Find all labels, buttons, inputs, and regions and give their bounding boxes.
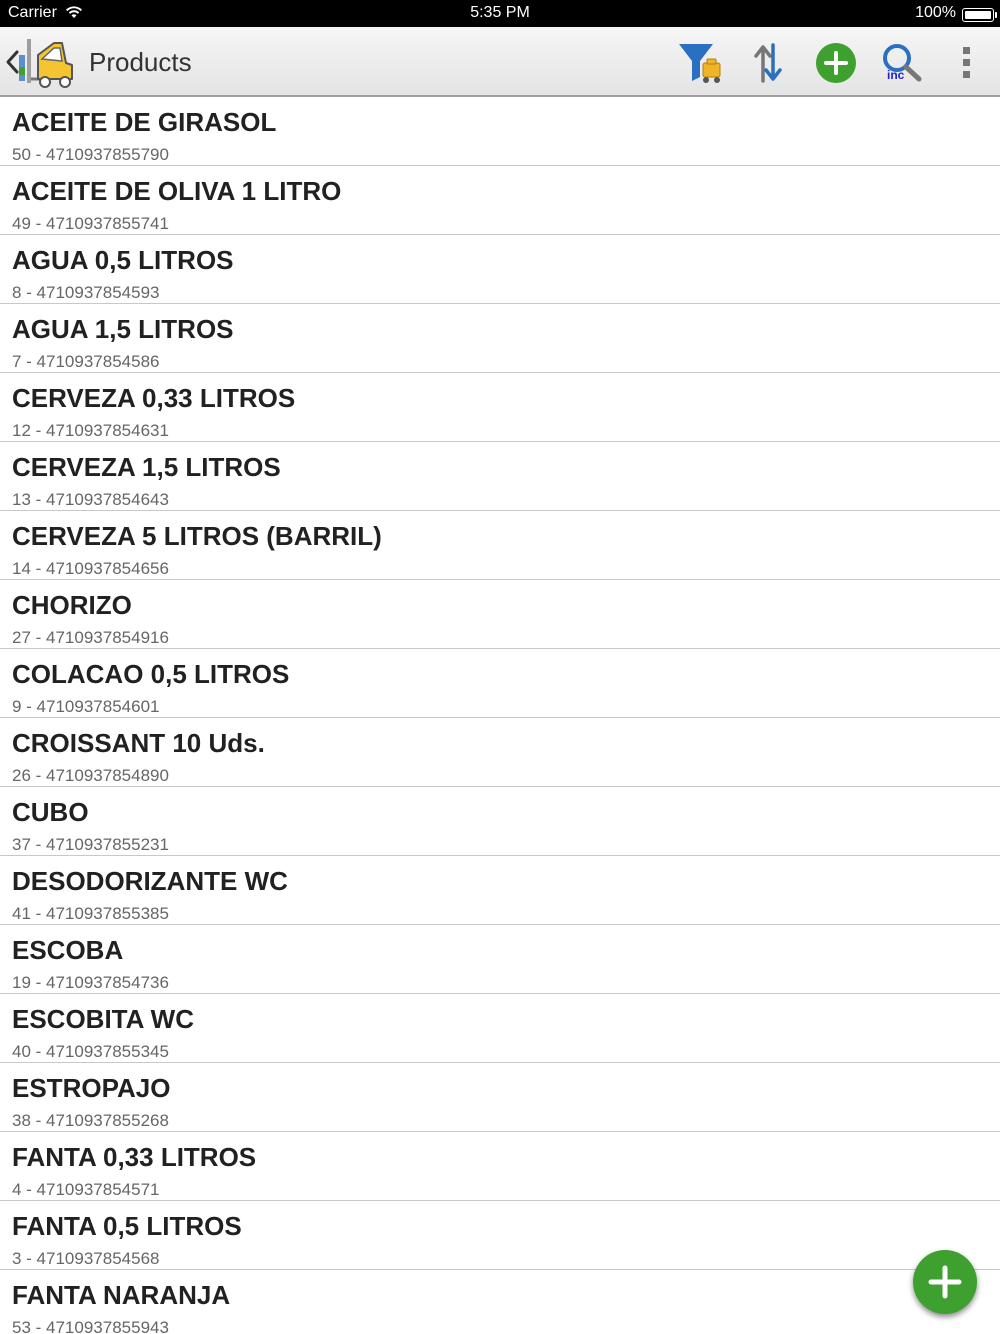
search-inc-label: inc: [887, 68, 905, 82]
product-code: 9 - 4710937854601: [12, 697, 160, 716]
product-name: CERVEZA 5 LITROS (BARRIL): [12, 521, 382, 551]
product-code: 12 - 4710937854631: [12, 421, 169, 440]
product-name: ACEITE DE GIRASOL: [12, 107, 277, 137]
product-name: CUBO: [12, 797, 89, 827]
product-code: 41 - 4710937855385: [12, 904, 169, 923]
product-name: FANTA 0,5 LITROS: [12, 1211, 242, 1241]
product-name: ESCOBA: [12, 935, 124, 965]
list-item[interactable]: [0, 166, 1000, 235]
search-inc-icon: [879, 41, 925, 85]
product-code: 13 - 4710937854643: [12, 490, 169, 509]
product-code: 7 - 4710937854586: [12, 352, 160, 371]
list-item[interactable]: [0, 373, 1000, 442]
product-code: 14 - 4710937854656: [12, 559, 169, 578]
status-bar: [0, 0, 1000, 27]
filter-button[interactable]: [676, 39, 724, 87]
forklift-logo-icon[interactable]: [16, 35, 76, 91]
product-name: COLACAO 0,5 LITROS: [12, 659, 290, 689]
add-circle-icon: [814, 41, 858, 85]
sort-button[interactable]: [744, 39, 792, 87]
list-item[interactable]: [0, 856, 1000, 925]
carrier-label: Carrier: [8, 4, 57, 21]
product-name: ESCOBITA WC: [12, 1004, 194, 1034]
product-code: 53 - 4710937855943: [12, 1318, 169, 1334]
list-item[interactable]: [0, 1132, 1000, 1201]
list-item[interactable]: [0, 994, 1000, 1063]
list-item[interactable]: [0, 1270, 1000, 1334]
list-item[interactable]: [0, 1063, 1000, 1132]
overflow-menu-button[interactable]: [943, 39, 991, 87]
product-name: CERVEZA 0,33 LITROS: [12, 383, 296, 413]
product-name: AGUA 1,5 LITROS: [12, 314, 234, 344]
product-code: 37 - 4710937855231: [12, 835, 169, 854]
search-button[interactable]: [878, 39, 926, 87]
product-code: 49 - 4710937855741: [12, 214, 169, 233]
list-item[interactable]: [0, 97, 1000, 166]
list-item[interactable]: [0, 442, 1000, 511]
list-item[interactable]: [0, 787, 1000, 856]
product-name: CHORIZO: [12, 590, 132, 620]
product-name: DESODORIZANTE WC: [12, 866, 288, 896]
battery-percentage: 100%: [915, 4, 956, 21]
list-item[interactable]: [0, 235, 1000, 304]
product-name: ESTROPAJO: [12, 1073, 171, 1103]
status-time: 5:35 PM: [470, 4, 530, 21]
product-name: FANTA NARANJA: [12, 1280, 231, 1310]
list-item[interactable]: [0, 718, 1000, 787]
wifi-icon: [65, 5, 83, 19]
product-code: 8 - 4710937854593: [12, 283, 160, 302]
product-code: 27 - 4710937854916: [12, 628, 169, 647]
floating-add-button[interactable]: [913, 1250, 977, 1314]
product-name: ACEITE DE OLIVA 1 LITRO: [12, 176, 342, 206]
product-code: 38 - 4710937855268: [12, 1111, 169, 1130]
toolbar: [0, 27, 1000, 97]
product-name: FANTA 0,33 LITROS: [12, 1142, 257, 1172]
page-title: Products: [89, 47, 192, 77]
list-item[interactable]: [0, 925, 1000, 994]
product-code: 3 - 4710937854568: [12, 1249, 160, 1268]
list-item[interactable]: [0, 1201, 1000, 1270]
list-item[interactable]: [0, 649, 1000, 718]
filter-icon: [677, 41, 723, 85]
product-code: 19 - 4710937854736: [12, 973, 169, 992]
product-code: 26 - 4710937854890: [12, 766, 169, 785]
product-code: 50 - 4710937855790: [12, 145, 169, 164]
product-name: AGUA 0,5 LITROS: [12, 245, 234, 275]
plus-icon: [928, 1265, 962, 1299]
more-vertical-icon: [961, 45, 973, 81]
add-button[interactable]: [812, 39, 860, 87]
list-item[interactable]: [0, 511, 1000, 580]
product-name: CROISSANT 10 Uds.: [12, 728, 265, 758]
product-list[interactable]: [0, 97, 1000, 1334]
product-name: CERVEZA 1,5 LITROS: [12, 452, 281, 482]
list-item[interactable]: [0, 304, 1000, 373]
battery-icon: [962, 8, 994, 22]
sort-arrows-icon: [753, 41, 783, 85]
list-item[interactable]: [0, 580, 1000, 649]
product-code: 40 - 4710937855345: [12, 1042, 169, 1061]
product-code: 4 - 4710937854571: [12, 1180, 160, 1199]
